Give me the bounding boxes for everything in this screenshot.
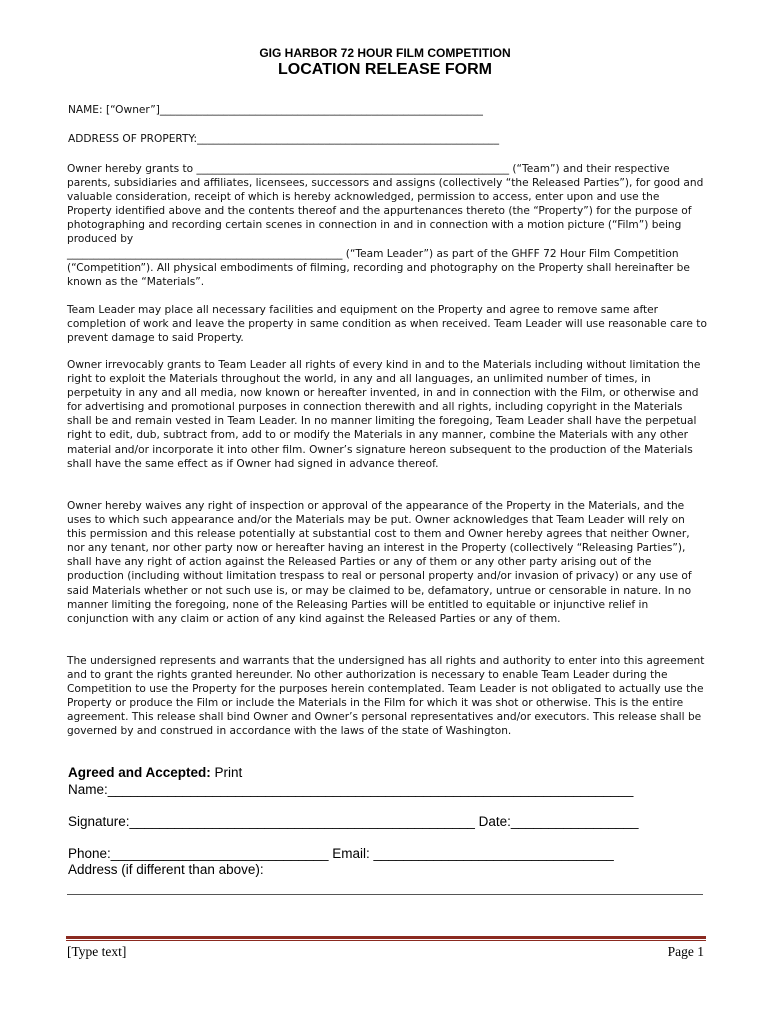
waiver-paragraph: Owner hereby waives any right of inspection or approval of the appearance of the Property in the Materials, and the uses to which such appearance and/or the Materials may be put. Owner acknowledges that Team Leader will rely on this permission and this release potentially at substantial cost to them and Owner hereby agrees that neither Owner, nor any tenant, nor other party now or hereafter having an interest in the Property (collectively “Releasing Parties”), shall have any right of action against the Released Parties or any of them or any other party arising out of the production (including without limitation trespass to real or personal property and/or invasion of privacy) or any use of said Materials whether or not such use is, or may be claimed to be, defamatory, untrue or censorable in nature. In no manner limiting the foregoing, none of the Releasing Parties will be entitled to equitable or injunctive relief in conjunction with any claim or action of any kind against the Released Parties or any of them. bbox=[67, 500, 692, 625]
agreed-accepted-line bbox=[68, 765, 242, 780]
rights-paragraph: Owner irrevocably grants to Team Leader all rights of every kind in and to the Materials including without limitation the right to exploit the Materials throughout the world, in any and all languages, an unlimited number of times, in perpetuity in any and all media, now known or hereafter invented, in and in connection with the Film, or otherwise and for advertising and promotional purposes in connection therewith and all rights, including copyright in the Materials shall be and remain vested in Team Leader. In no manner limiting the foregoing, Team Leader shall have the perpetual right to edit, dub, subtract from, add to or modify the Materials in any manner, combine the Materials with any other material and/or incorporate it into other film. Owner’s signature hereon subsequent to the production of the Materials shall have the same effect as if Owner had signed in advance thereof. bbox=[67, 359, 701, 470]
grant-paragraph: Owner hereby grants to ___________________________________________________________ (“Team”) and their respective parents, subsidiaries and affiliates, licensees, successors and assigns (collectively “the Released Parties”), for good and valuable consideration, receipt of which is hereby acknowledged, permission to access, enter upon and use the Property identified above and the contents thereof and the appurtenances thereto (the “Property”) for the purpose of photographing and recording certain scenes in connection in and in connection with a motion picture (“Film”) being produced by bbox=[67, 163, 704, 246]
team-leader-paragraph: ____________________________________________________ (“Team Leader”) as part of the GHFF 72 Hour Film Competition (“Competition”). All physical embodiments of filming, recording and photography on the Property shall hereinafter be known as the “Materials”. bbox=[67, 248, 690, 289]
print-label: Print bbox=[210, 765, 243, 780]
owner-name-field: NAME: [“Owner”]_____________________________________________________________ bbox=[68, 104, 483, 116]
page-number: Page 1 bbox=[667, 944, 704, 959]
phone-email-line: Phone:_____________________________ Email: ________________________________ bbox=[68, 846, 614, 861]
agreed-label: Agreed and Accepted: bbox=[68, 765, 211, 780]
alternate-address-line bbox=[67, 894, 703, 895]
property-address-field: ADDRESS OF PROPERTY:_________________________________________________________ bbox=[68, 133, 500, 145]
footer-rule-thin bbox=[66, 940, 706, 941]
print-name-line: Name:______________________________________________________________________ bbox=[68, 782, 634, 797]
footer-rule bbox=[66, 936, 706, 939]
footer-placeholder: [Type text] bbox=[67, 944, 127, 959]
form-title: LOCATION RELEASE FORM bbox=[278, 61, 492, 78]
alternate-address-label: Address (if different than above): bbox=[68, 862, 264, 877]
competition-title: GIG HARBOR 72 HOUR FILM COMPETITION bbox=[259, 46, 511, 60]
signature-date-line: Signature:______________________________________________ Date:_________________ bbox=[68, 814, 639, 829]
facilities-paragraph: Team Leader may place all necessary facilities and equipment on the Property and agree to remove same after completion of work and leave the property in same condition as when received. Team Leader will use reasonable care to prevent damage to said Property. bbox=[67, 304, 707, 345]
warranty-paragraph: The undersigned represents and warrants that the undersigned has all rights and authority to enter into this agreement and to grant the rights granted hereunder. No other authorization is necessary to enable Team Leader during the Competition to use the Property for the purposes herein contemplated. Team Leader is not obligated to actually use the Property or produce the Film or include the Materials in the Film for which it was shot or otherwise. This is the entire agreement. This release shall bind Owner and Owner’s personal representatives and/or executors. This release shall be governed by and construed in accordance with the laws of the state of Washington. bbox=[67, 655, 705, 738]
